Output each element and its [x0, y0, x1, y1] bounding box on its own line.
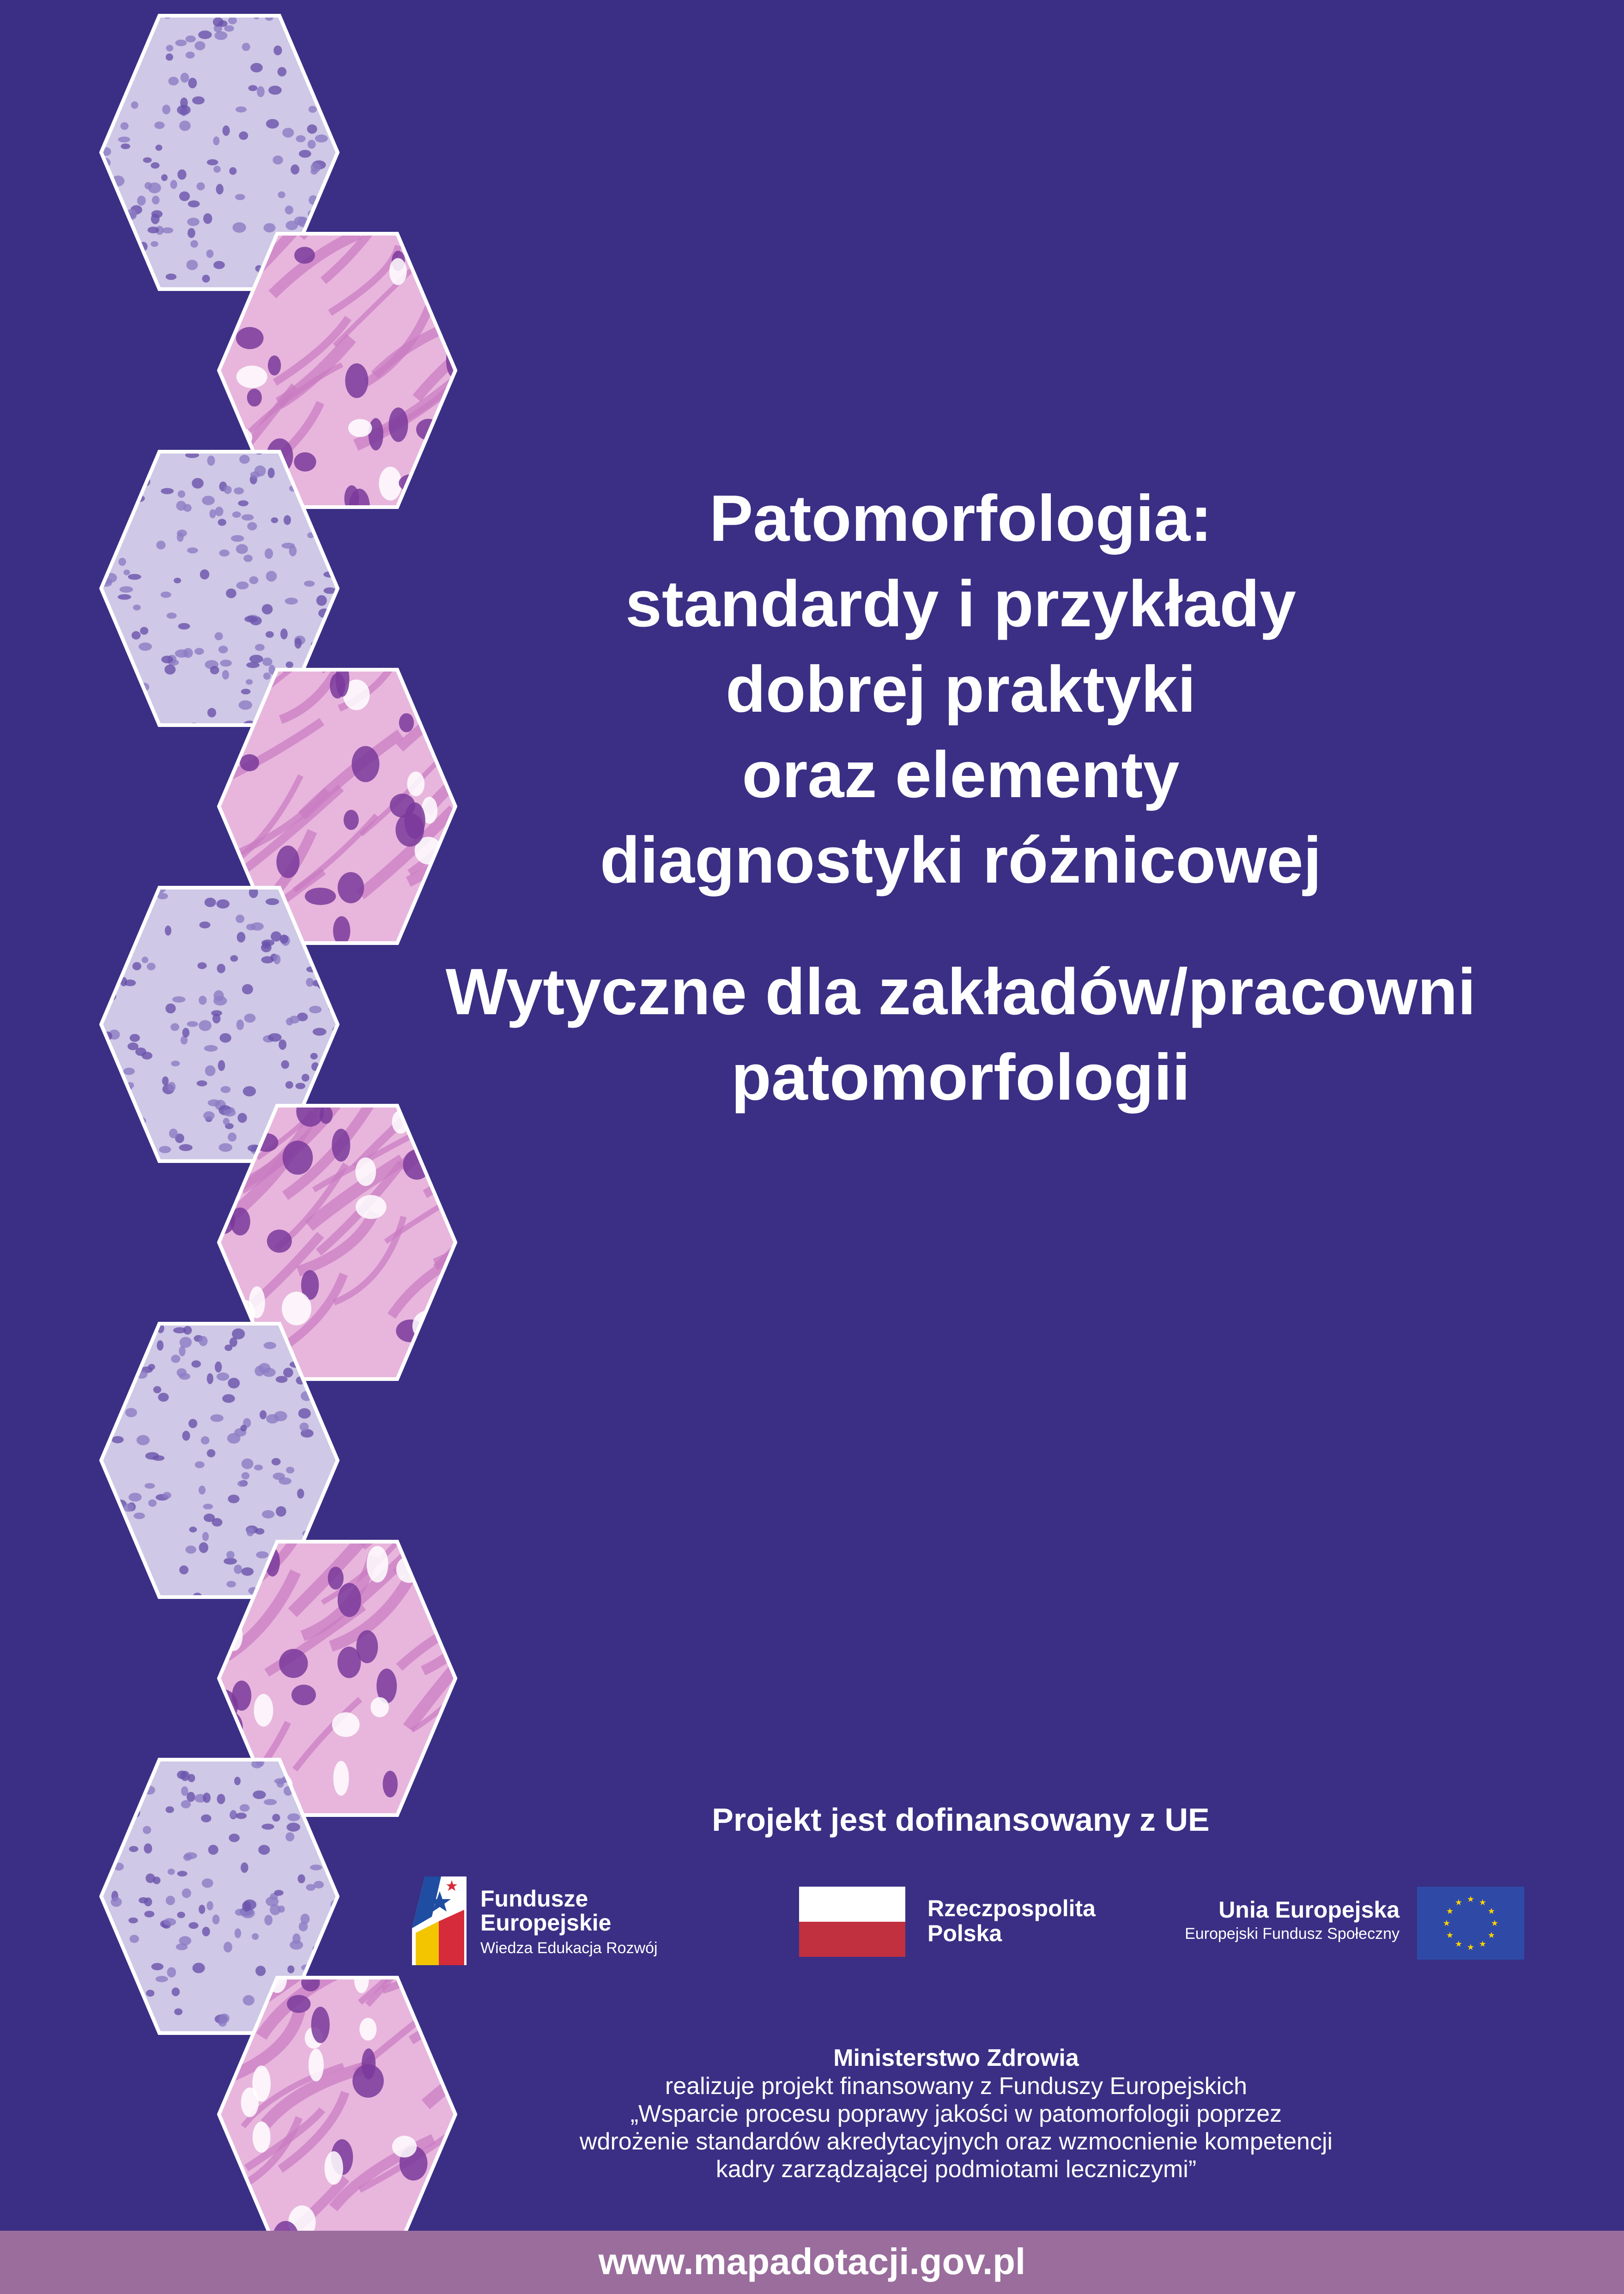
eu-name: Unia Europejska: [1218, 1897, 1400, 1923]
eu-star-icon: ★: [1454, 1939, 1463, 1949]
title-line: Patomorfologia:: [709, 482, 1212, 555]
eu-star-icon: ★: [1446, 1931, 1454, 1940]
rp-line: Rzeczpospolita: [927, 1895, 1096, 1921]
eu-star-icon: ★: [1479, 1898, 1487, 1907]
fe-name-line: Fundusze: [480, 1886, 588, 1912]
ministry-line: realizuje projekt finansowany z Funduszy Europejskich: [665, 2073, 1248, 2100]
eu-star-icon: ★: [1487, 1931, 1496, 1940]
eu-star-icon: ★: [1491, 1919, 1499, 1928]
rp-text: [927, 1896, 1096, 1946]
subtitle-line: Wytyczne dla zakładów/pracowni: [445, 955, 1476, 1029]
website-url[interactable]: www.mapadotacji.gov.pl: [598, 2241, 1026, 2282]
eu-logo: [1155, 1887, 1524, 1961]
eu-fund: Europejski Fundusz Społeczny: [1185, 1925, 1400, 1943]
rp-line: Polska: [927, 1920, 1002, 1946]
ministry-line: „Wsparcie procesu poprawy jakości w patomorfologii poprzez: [630, 2100, 1282, 2127]
eu-star-icon: ★: [1442, 1919, 1451, 1928]
title-line: diagnostyki różnicowej: [600, 823, 1322, 897]
title-line: dobrej praktyki: [726, 653, 1196, 726]
eu-star-icon: ★: [1487, 1907, 1496, 1916]
cofinancing-note: Projekt jest dofinansowany z UE: [712, 1802, 1210, 1838]
ministry-name: Ministerstwo Zdrowia: [833, 2045, 1079, 2071]
eu-star-icon: ★: [1446, 1907, 1454, 1916]
fundusze-europejskie-text: [480, 1887, 658, 1959]
ministry-info: [494, 2044, 1418, 2183]
polish-flag-icon: [799, 1887, 905, 1957]
eu-text: [1185, 1897, 1400, 1945]
fe-name-line: Europejskie: [480, 1910, 612, 1936]
eu-star-icon: ★: [1454, 1898, 1463, 1907]
histology-hexagon-pink: [217, 1976, 457, 2253]
title-line: oraz elementy: [742, 738, 1180, 811]
subtitle-line: patomorfologii: [731, 1041, 1190, 1114]
eu-star-icon: ★: [1466, 1943, 1475, 1952]
ministry-line: wdrożenie standardów akredytacyjnych oraz wzmocnienie kompetencji: [579, 2128, 1333, 2155]
title-block: [379, 476, 1543, 903]
eu-star-icon: ★: [1479, 1939, 1487, 1949]
eu-flag-icon: [1417, 1887, 1524, 1960]
title-line: standardy i przykłady: [625, 567, 1297, 641]
rzeczpospolita-polska-logo: [799, 1887, 1122, 1961]
fe-tagline: Wiedza Edukacja Rozwój: [480, 1939, 658, 1957]
eu-star-icon: ★: [1466, 1895, 1475, 1904]
ministry-line: kadry zarządzającej podmiotami leczniczymi”: [715, 2156, 1197, 2183]
subtitle-block: [379, 949, 1543, 1120]
fundusze-europejskie-logo: [406, 1873, 684, 1974]
fundusze-europejskie-sign-icon: [406, 1873, 471, 1970]
